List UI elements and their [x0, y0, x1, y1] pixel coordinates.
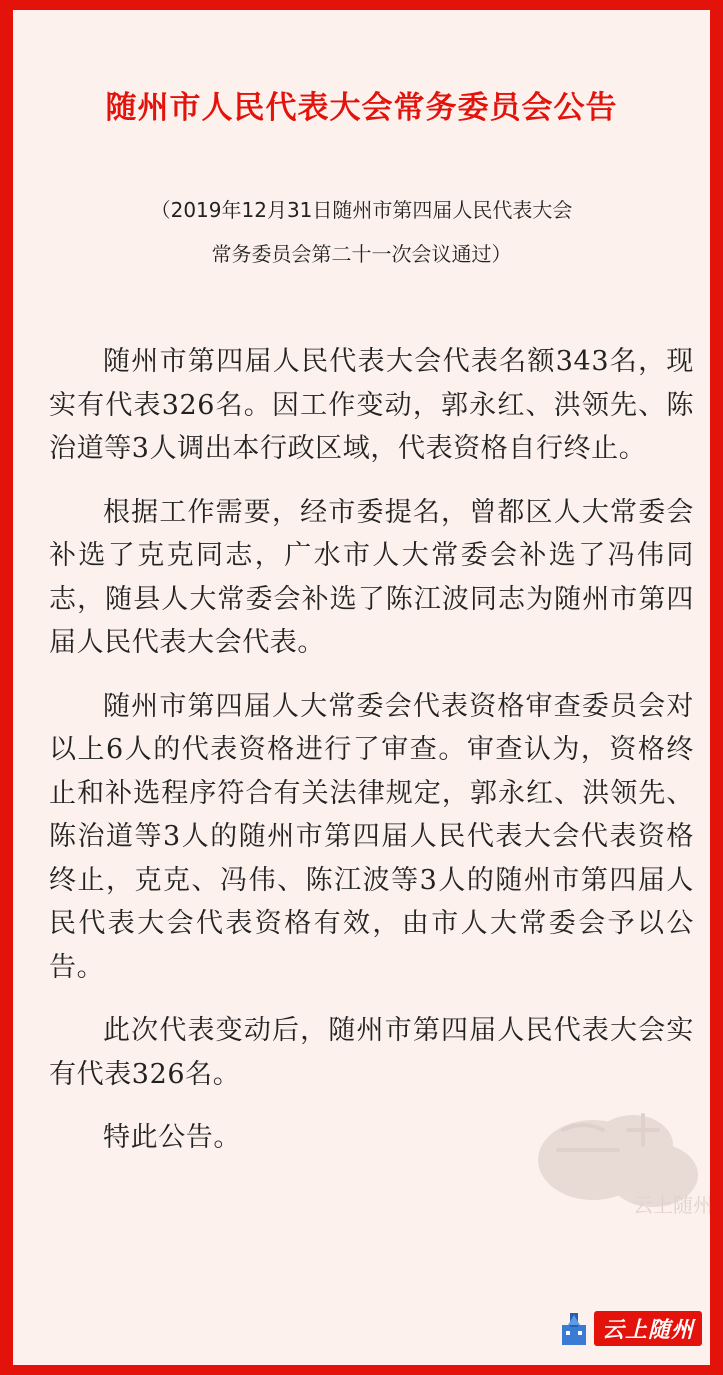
session-note-line: （2019年12月31日随州市第四届人民代表大会	[150, 198, 573, 222]
notice-title: 随州市人民代表大会常务委员会公告	[105, 90, 618, 126]
paragraph-current-count: 此次代表变动后，随州市第四届人民代表大会实有代表326名。	[49, 1015, 694, 1090]
paragraph-by-elections: 根据工作需要，经市委提名，曾都区人大常委会补选了克克同志，广水市人大常委会补选了冯伟同志，随县人大常委会补选了陈江波同志为随州市第四届人民代表大会代表。	[49, 496, 694, 658]
footer-logo	[560, 1309, 702, 1347]
footer-brand: 云上随州	[594, 1311, 702, 1346]
cloud-logo-icon	[523, 1090, 718, 1230]
watermark-text: 云上随州	[633, 1193, 713, 1217]
session-note-line: 常务委员会第二十一次会议通过）	[211, 242, 512, 266]
paragraph-seat-changes: 随州市第四届人民代表大会代表名额343名，现实有代表326名。因工作变动，郭永红、洪领先、陈治道等3人调出本行政区域，代表资格自行终止。	[49, 346, 694, 464]
paragraph-qualification-review: 随州市第四届人大常委会代表资格审查委员会对以上6人的代表资格进行了审查。审查认为，资格终止和补选程序符合有关法律规定，郭永红、洪领先、陈治道等3人的随州市第四届人民代表大会代表资格终止，克克、冯伟、陈江波等3人的随州市第四届人民代表大会代表资格有效，由市人大常委会予以公告。	[49, 690, 694, 983]
city-tower-icon	[560, 1311, 588, 1345]
notice-body	[49, 340, 694, 1180]
paragraph-closing: 特此公告。	[103, 1122, 241, 1153]
session-note	[13, 188, 710, 276]
